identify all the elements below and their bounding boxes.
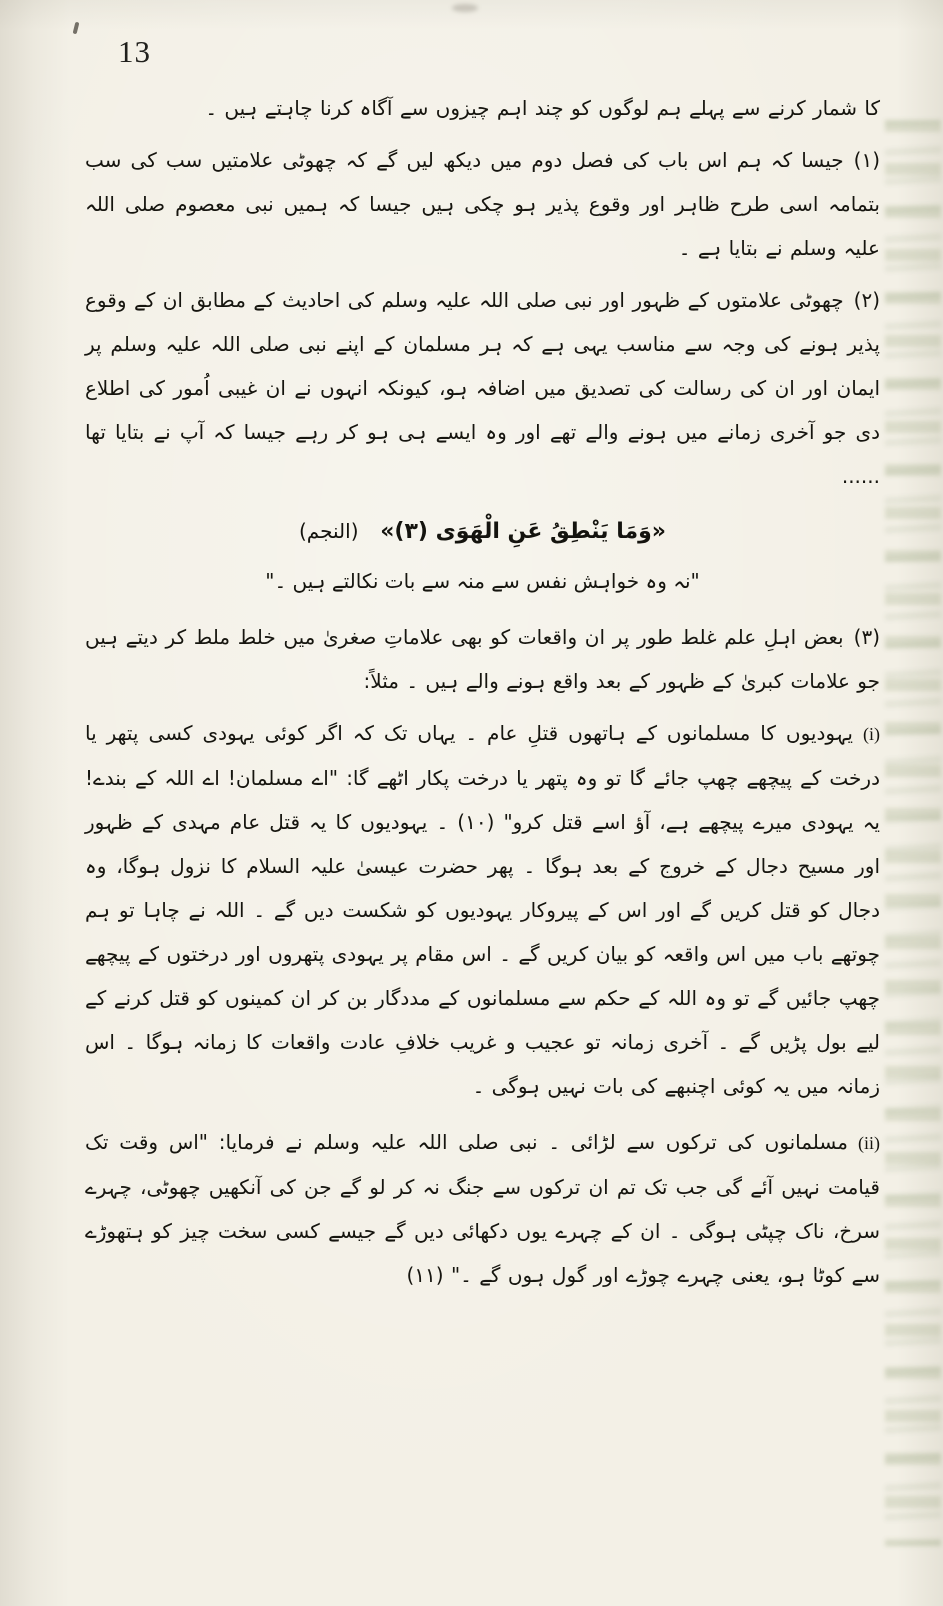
sub-item-ii-text: مسلمانوں کی ترکوں سے لڑائی ۔ نبی صلی اللہ علیہ وسلم نے فرمایا: "اس وقت تک قیامت نہیں آئے گی جب تک تم ان ترکوں سے جنگ نہ کر لو گے جن کی آنکھیں چھوٹی، چہرے سرخ، ناک چپٹی ہوگی ۔ ان کے چہرے یوں دکھائی دیں گے جیسے کسی سخت چیز کو ہتھوڑے سے کوٹا ہو، یعنی چہرے چوڑے اور گول ہوں گے ۔" (۱۱) [85, 1130, 880, 1287]
numbered-item-2 [85, 278, 880, 498]
sub-item-i [85, 711, 880, 1108]
quran-verse-reference: (النجم) [299, 519, 359, 543]
item-3-text: بعض اہلِ علم غلط طور پر ان واقعات کو بھی علاماتِ صغریٰ میں خلط ملط کر دیتے ہیں جو علامات کبریٰ کے ظہور کے بعد واقع ہونے والے ہیں ۔ مثلاً: [85, 625, 880, 693]
reverse-page-bleed-through [885, 120, 941, 1546]
intro-paragraph [85, 86, 880, 130]
sub-item-i-text: یہودیوں کا مسلمانوں کے ہاتھوں قتلِ عام ۔ یہاں تک کہ اگر کوئی یہودی کسی پتھر یا درخت کے پیچھے چھپ جائے گا تو وہ پتھر یا درخت پکار اٹھے گا: "اے مسلمان! اے اللہ کے بندے! یہ یہودی میرے پیچھے ہے، آؤ اسے قتل کرو" (۱۰) ۔ یہودیوں کا یہ قتل عام مہدی کے ظہور اور مسیح دجال کے خروج کے بعد ہوگا ۔ پھر حضرت عیسیٰ علیہ السلام کا نزول ہوگا، وہ دجال کو قتل کریں گے اور اس کے پیروکار یہودیوں کو شکست دیں گے ۔ اللہ نے چاہا تو ہم چوتھے باب میں اس واقعہ کو بیان کریں گے ۔ اس مقام پر یہودی پتھروں اور درختوں کے پیچھے چھپ جائیں گے تو وہ اللہ کے حکم سے مسلمانوں کے مددگار بن کر ان کمینوں کو قتل کرنے کے لیے بول پڑیں گے ۔ آخری زمانہ تو عجیب و غریب خلافِ عادت واقعات کا زمانہ ہوگا ۔ اس زمانہ میں یہ کوئی اچنبھے کی بات نہیں ہوگی ۔ [85, 721, 881, 1098]
verse-translation: "نہ وہ خواہش نفس سے منہ سے بات نکالتے ہیں ۔" [265, 569, 700, 593]
page-number: 13 [118, 34, 151, 69]
item-1-marker: (۱) [853, 148, 880, 172]
quran-verse-line [85, 508, 880, 555]
quran-verse-text: «وَمَا يَنْطِقُ عَنِ الْهَوَى (٣)» [380, 519, 666, 544]
numbered-item-1 [85, 138, 880, 270]
item-3-marker: (۳) [853, 625, 880, 649]
sub-item-ii-marker: (ii) [858, 1133, 880, 1153]
item-1-text: جیسا کہ ہم اس باب کی فصل دوم میں دیکھ لیں گے کہ چھوٹی علامتیں سب کی سب بتمامہ اسی طرح ظاہر اور وقوع پذیر ہو چکی ہیں جیسا کہ ہمیں نبی معصوم صلی اللہ علیہ وسلم نے بتایا ہے ۔ [85, 148, 880, 260]
scan-artifact-smudge [452, 4, 478, 12]
sub-item-i-marker: (i) [863, 724, 880, 744]
page-content [85, 86, 880, 1309]
item-2-text: چھوٹی علامتوں کے ظہور اور نبی صلی اللہ علیہ وسلم کی احادیث کے مطابق ان کے وقوع پذیر ہونے کی وجہ سے مناسب یہی ہے کہ ہر مسلمان کے اپنے نبی صلی اللہ علیہ وسلم پر ایمان اور ان کی رسالت کی تصدیق میں اضافہ ہو، کیونکہ انہوں نے ان غیبی اُمور کی اطلاع دی جو آخری زمانے میں ہونے والے تھے اور وہ ایسے ہی ہو کر رہے جیسا کہ آپ نے بتایا تھا ...... [85, 288, 880, 488]
numbered-item-3 [85, 615, 880, 703]
intro-text: کا شمار کرنے سے پہلے ہم لوگوں کو چند اہم چیزوں سے آگاہ کرنا چاہتے ہیں ۔ [205, 96, 880, 120]
sub-item-ii [85, 1120, 880, 1297]
scan-artifact-tick [73, 22, 80, 35]
item-2-marker: (۲) [853, 288, 880, 312]
